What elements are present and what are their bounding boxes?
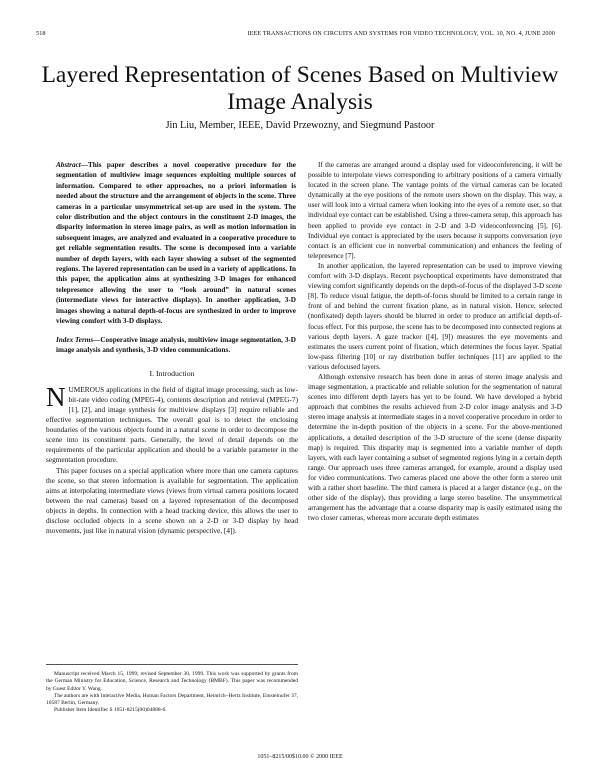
index-terms [46,335,298,355]
right-paragraph-2: In another application, the layered representation can be used to improve viewing comfort with 3-D displays. Recent psychooptical experiments have demonstrated that viewing comfort significantly depends on the depth-of-focus of the displayed 3-D scene [8]. To reduce visual fatigue, the depth-of-focus should be limited to a certain range in front of and behind the current fixation plane, as in natural vision. Hence, selected (nonfixated) depth layers should be blurred in order to produce an artificial depth-of-focus effect. For this purpose, the scene has to be decomposed into connected regions at various depth layers. A gaze tracker ([4], [9]) measures the eye movements and estimates the users current point of fixation, which determines the focus layer. Spatial low-pass filtering [10] or ray distribution buffer techniques [11] are applied to the various defocused layers. [308,261,562,371]
intro-paragraph-1 [46,381,298,466]
footnote-manuscript: Manuscript received March 15, 1999; revised September 30, 1999. This work was supported by grants from the German Ministry for Education, Science, Research and Technology (BMBF). This paper was recommended by Guest Editor Y. Wang. [46,671,298,692]
left-column [46,160,298,536]
abstract-lead: Abstract— [56,161,88,169]
right-paragraph-3: Although extensive research has been done in areas of stereo image analysis and image segmentation, a practicable and reliable solution for the segmentation of natural scenes into different depth layers has yet to be found. We have developed a hybrid approach that combines the results achieved from 2-D color image analysis and 3-D stereo image analysis at intermediate stages in a novel cooperative procedure in order to determine the in-depth position of the objects in a scene. For the above-mentioned applications, a detailed description of the 3-D structure of the scene (dense disparity map) is required. This disparity map is segmented into a variable number of depth layers, with each layer containing a subset of segmented regions lying in a certain depth range. Our approach uses three cameras arranged, for example, around a display used for video communications. Two cameras placed one above the other form a stereo unit with a rather short baseline. The third camera is placed at a larger distance (e.g., on the other side of the display), thus providing a large stereo baseline. The unsymmetrical arrangement has the advantage that a coarse disparity map is easily estimated using the two closer cameras, whereas more accurate depth estimates [308,372,562,523]
index-terms-text: Cooperative image analysis, multiview image segmentation, 3-D image analysis and synthesis, 3-D video communications. [56,335,296,354]
author-line: Jin Liu, Member, IEEE, David Przewozny, and Siegmund Pastoor [165,120,435,131]
right-paragraph-1: If the cameras are arranged around a display used for videoconferencing, it will be possible to interpolate views corresponding to arbitrary positions of a camera virtually located in the screen plane. The vantage points of the virtual cameras can be located dynamically at the eye positions of the remote users shown on the display. This way, a user will look into a virtual camera when looking into the eyes of a remote user, so that individual eye contact can be established. Using a three-camera setup, this approach has been applied to provide eye contact in 2-D and 3-D videoconferencing [5], [6]. Individual eye contact is appreciated by the users because it supports conversation (eye contact is an efficient cue in nonverbal communication) and enhances the feeling of telepresence [7]. [308,161,562,260]
index-terms-lead: Index Terms— [56,335,101,344]
footnotes [46,664,298,715]
page-number: 518 [36,30,46,37]
intro-paragraph-2: This paper focuses on a special application where more than one camera captures the scene, so that stereo information is available for segmentation. The application aims at interpolating intermediate views (views from virtual camera positions located between the real cameras) based on a layered representation of the decomposed objects in depths. In connection with a head tracking device, this allows the user to disclose occluded objects in a scene shown on a 2-D or 3-D display by head movements, just like in natural vision (dynamic perspective, [4]). [46,465,298,536]
right-column [308,160,562,523]
running-header: IEEE TRANSACTIONS ON CIRCUITS AND SYSTEMS FOR VIDEO TECHNOLOGY, VOL. 10, NO. 4, JUNE 2000 [247,30,555,37]
section-heading: I. Introduction [149,368,195,378]
copyright-footer: 1051–8215/00$10.00 © 2000 IEEE [257,754,343,760]
drop-cap: N [46,381,66,412]
abstract-text: This paper describes a novel cooperative procedure for the segmentation of multiview image sequences exploiting multiple sources of information. Compared to other approaches, no a priori information is needed about the structure and the arrangement of objects in the scene. Three cameras in a particular unsymmetrical set-up are used in the system. The color distribution and the object contours in the constituent 2-D images, the disparity information in stereo image pairs, as well as motion information in subsequent images, are analyzed and evaluated in a cooperative procedure to get reliable segmentation results. The scene is decomposed into a variable number of depth layers, with each layer showing a subset of the segmented regions. The layered representation can be used in a variety of applications. In this paper, the application aims at synthesizing 3-D images for enhanced telepresence allowing the user to “look around” in natural scenes (intermediate views for interactive displays). In another application, 3-D images showing a natural depth-of-focus are synthesized in order to improve viewing comfort with 3-D displays. [56,161,296,326]
footnote-affiliation: The authors are with Interactive Media, Human Factors Department, Heinrich–Hertz Institute, Einsteinufer 37, 10587 Berlin, Germany. [46,692,298,707]
footnote-identifier: Publisher Item Identifier S 1051-8215(00)04888-6. [54,707,167,714]
abstract [46,160,298,327]
paper-title: Layered Representation of Scenes Based on Multiview Image Analysis [41,62,559,115]
intro-paragraph-1-text: UMEROUS applications in the field of digital image processing, such as low-bit-rate video coding (MPEG-4), contents description and retrieval (MPEG-7) [1], [2], and image synthesis for multiview displays [3] require reliable and effective segmentation techniques. The overall goal is to detect the enclosing boundaries of the various objects found in a natural scene in order to decompose the scene into its constituent parts. Generally, the level of detail depends on the requirements of the particular application and should be a variable parameter in the segmentation procedure. [46,384,298,465]
